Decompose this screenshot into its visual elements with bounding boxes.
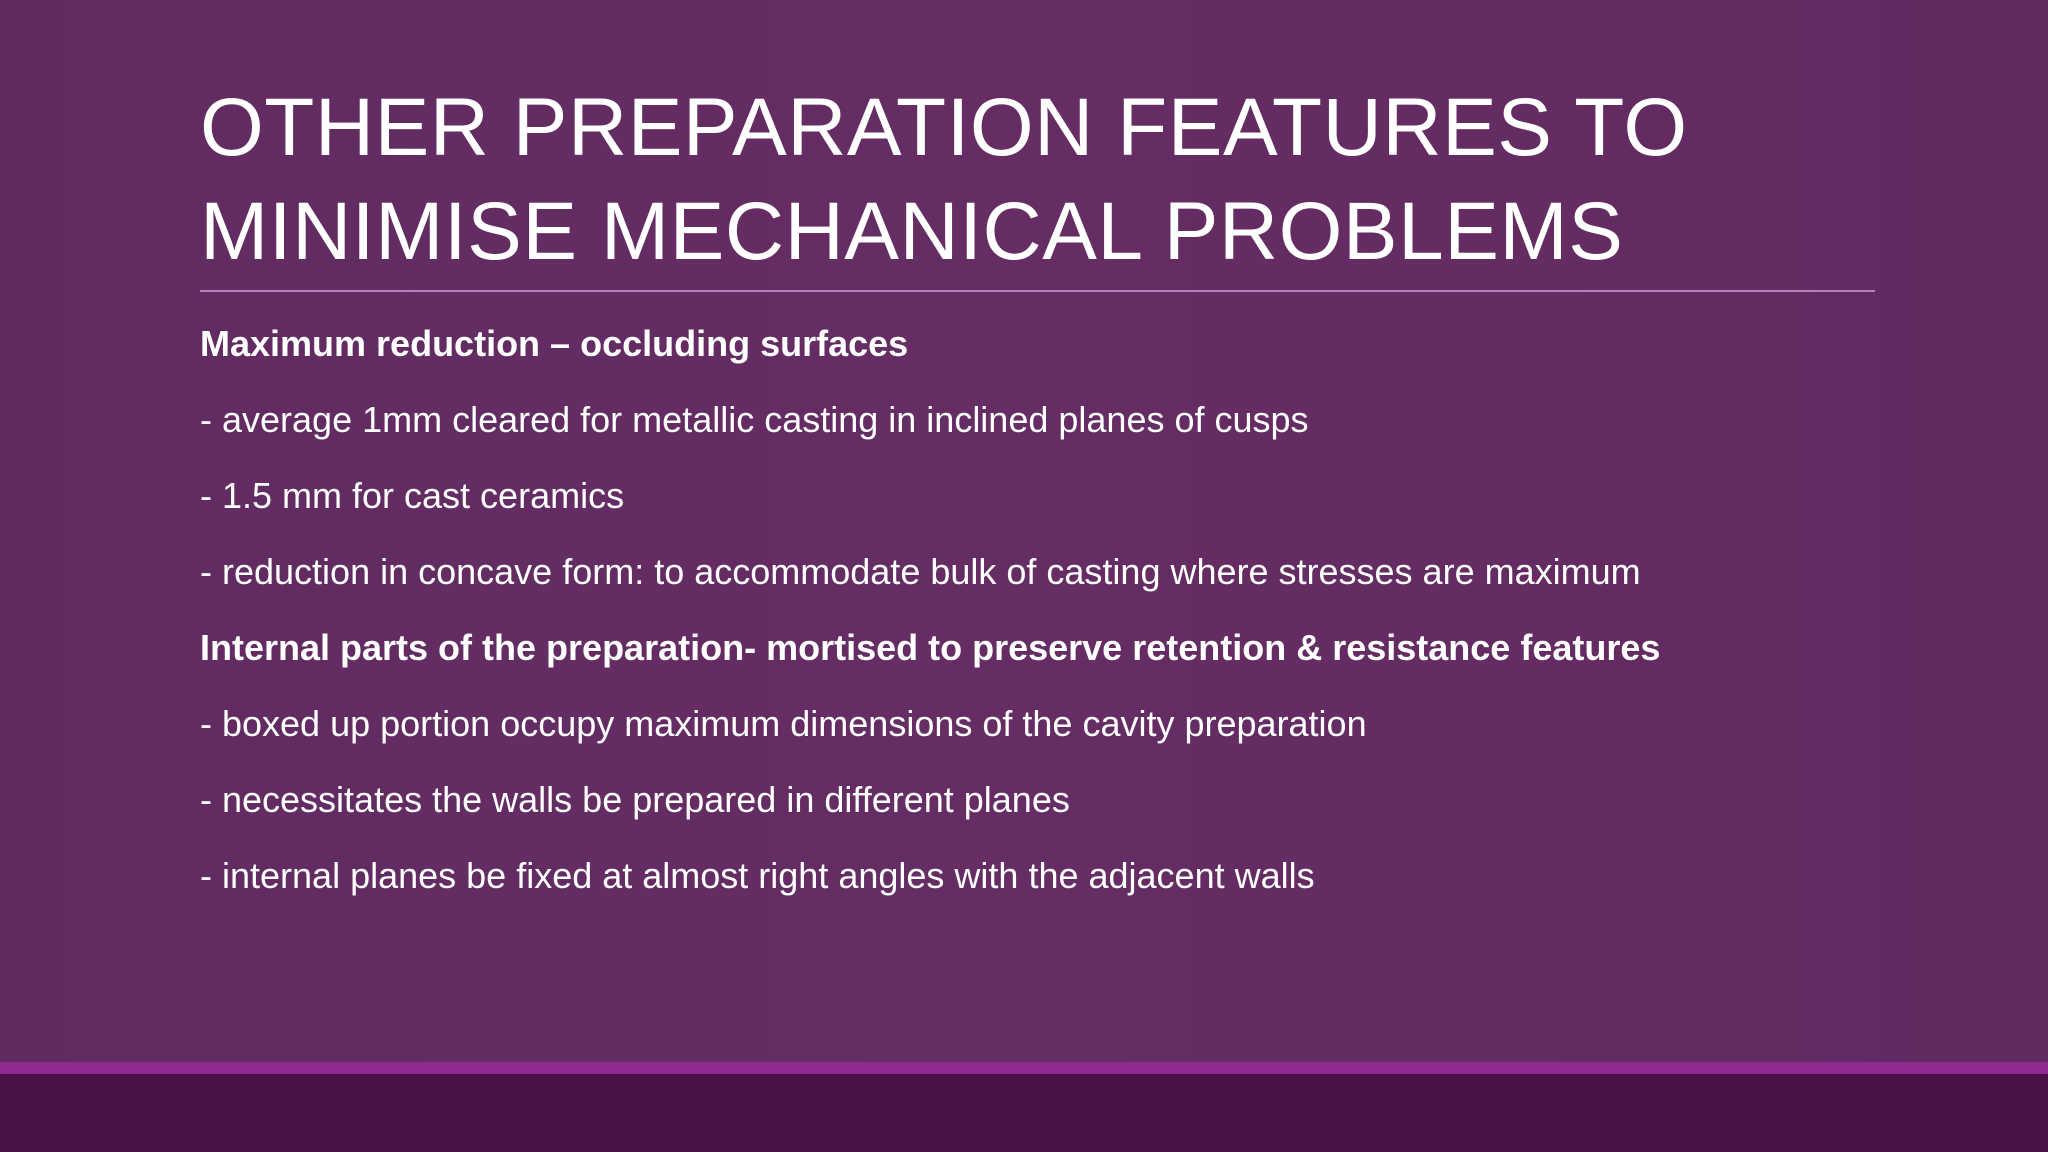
bullet-concave-form: - reduction in concave form: to accommodate bulk of casting where stresses are maximum xyxy=(200,551,1641,592)
section-heading-maximum-reduction: Maximum reduction – occluding surfaces xyxy=(200,323,909,364)
slide-title-line-2: MINIMISE MECHANICAL PROBLEMS xyxy=(200,186,1624,277)
bullet-average-1mm: - average 1mm cleared for metallic casting in inclined planes of cusps xyxy=(200,399,1309,440)
section-heading-internal-parts: Internal parts of the preparation- mortised to preserve retention & resistance features xyxy=(200,627,1661,668)
bottom-band xyxy=(0,1074,2048,1152)
bottom-accent-stripe xyxy=(0,1062,2048,1074)
bullet-cast-ceramics: - 1.5 mm for cast ceramics xyxy=(200,475,625,516)
slide-title xyxy=(200,76,1880,284)
bullet-different-planes: - necessitates the walls be prepared in different planes xyxy=(200,779,1070,820)
slide-body xyxy=(200,306,1900,914)
bullet-boxed-up-portion: - boxed up portion occupy maximum dimensions of the cavity preparation xyxy=(200,703,1367,744)
title-divider xyxy=(200,290,1875,292)
bullet-right-angles: - internal planes be fixed at almost right angles with the adjacent walls xyxy=(200,855,1315,896)
slide-title-line-1: OTHER PREPARATION FEATURES TO xyxy=(200,82,1688,173)
